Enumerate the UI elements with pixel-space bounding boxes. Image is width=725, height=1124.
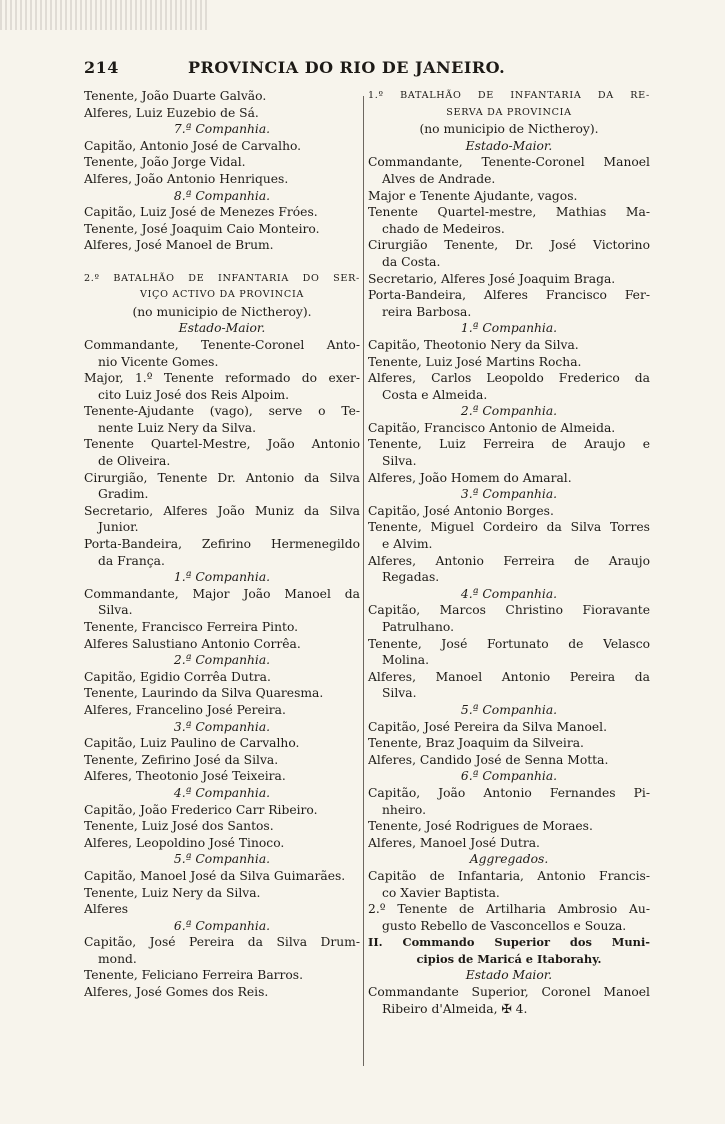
text-line: 1.ª Companhia. xyxy=(460,321,558,336)
text-line: Commandante Superior, Coronel Manoel xyxy=(368,985,650,1000)
text-line: Tenente, Francisco Ferreira Pinto. xyxy=(84,620,299,634)
text-line: Commandante, Tenente-Coronel Anto- xyxy=(84,337,360,352)
text-line: 6.ª Companhia. xyxy=(173,918,271,933)
text-line: cipios de Maricá e Itaborahy. xyxy=(416,951,602,966)
text-line: Capitão, José Pereira da Silva Manoel. xyxy=(368,719,608,734)
text-line: 2.º BATALHÃO DE INFANTARIA DO SER- xyxy=(84,272,360,284)
text-line: Estado-Maior. xyxy=(178,321,266,336)
text-line: 2.ª Companhia. xyxy=(173,653,271,668)
text-line: Tenente, Miguel Cordeiro da Silva Torres xyxy=(368,520,650,535)
text-line: Tenente, João Duarte Galvão. xyxy=(84,89,267,103)
text-line: gusto Rebello de Vasconcellos e Souza. xyxy=(382,918,627,933)
text-line: co Xavier Baptista. xyxy=(382,885,500,900)
text-line: Capitão, João Antonio Fernandes Pi- xyxy=(368,785,650,800)
text-line: Major e Tenente Ajudante, vagos. xyxy=(368,188,578,203)
page-header xyxy=(84,58,649,82)
column-divider xyxy=(363,96,364,1066)
print-bleed-texture xyxy=(0,0,210,30)
text-line: II. Commando Superior dos Muni- xyxy=(368,935,650,950)
text-line: reira Barbosa. xyxy=(382,304,472,319)
text-line: chado de Medeiros. xyxy=(382,221,505,236)
text-line: 5.ª Companhia. xyxy=(460,702,558,717)
text-line: Secretario, Alferes João Muniz da Silva xyxy=(84,503,360,518)
text-line: Alferes, Francelino José Pereira. xyxy=(84,702,286,717)
text-line: Tenente, José Fortunato de Velasco xyxy=(368,636,650,651)
text-line: Tenente, Luiz Ferreira de Araujo e xyxy=(368,437,650,452)
text-line: Alferes, Luiz Euzebio de Sá. xyxy=(84,105,259,120)
text-line: de Oliveira. xyxy=(98,454,171,469)
text-line xyxy=(84,254,360,271)
text-line: Porta-Bandeira, Alferes Francisco Fer- xyxy=(368,288,650,303)
text-line: Tenente, Zefirino José da Silva. xyxy=(84,752,279,767)
text-line: Regadas. xyxy=(382,570,440,585)
text-line: Capitão, João Frederico Carr Ribeiro. xyxy=(84,802,318,817)
text-line: Alferes, José Manoel de Brum. xyxy=(84,238,274,253)
text-line: Tenente, José Rodrigues de Moraes. xyxy=(368,819,593,834)
text-line: Tenente Quartel-mestre, Mathias Ma- xyxy=(368,205,650,220)
text-line: Alferes Salustiano Antonio Corrêa. xyxy=(84,636,301,651)
text-line: Capitão, Theotonio Nery da Silva. xyxy=(368,337,579,352)
text-line: Tenente Quartel-Mestre, João Antonio xyxy=(84,437,360,452)
text-line: Alferes, Candido José de Senna Motta. xyxy=(368,752,609,767)
text-line: Estado-Maior. xyxy=(465,138,553,153)
text-line: Commandante, Major João Manoel da xyxy=(84,586,360,601)
text-line: Costa e Almeida. xyxy=(382,387,488,402)
text-line: cito Luiz José dos Reis Alpoim. xyxy=(98,387,290,402)
text-line: Silva. xyxy=(382,686,417,701)
text-line: Alferes, Manoel José Dutra. xyxy=(368,835,540,850)
text-line: Capitão, Antonio José de Carvalho. xyxy=(84,138,302,153)
text-line: (no municipio de Nictheroy). xyxy=(132,304,312,319)
text-line: 1.º BATALHÃO DE INFANTARIA DA RE- xyxy=(368,90,650,101)
text-line: Alferes, Antonio Ferreira de Araujo xyxy=(368,553,650,568)
text-line: Silva. xyxy=(382,454,417,469)
text-line: Tenente-Ajudante (vago), serve o Te- xyxy=(84,404,360,419)
text-line: Capitão, Luiz José de Menezes Fróes. xyxy=(84,205,318,220)
text-line: 7.ª Companhia. xyxy=(173,122,271,137)
text-line: Tenente, João Jorge Vidal. xyxy=(84,155,246,170)
text-line: Tenente, Luiz José Martins Rocha. xyxy=(368,354,582,369)
text-line: Junior. xyxy=(98,520,139,535)
text-line: Commandante, Tenente-Coronel Manoel xyxy=(368,155,650,170)
text-line: Tenente, José Joaquim Caio Monteiro. xyxy=(84,221,320,236)
text-line: 3.ª Companhia. xyxy=(460,487,558,502)
text-line: Alferes xyxy=(84,902,129,917)
text-line: Tenente, Feliciano Ferreira Barros. xyxy=(84,968,304,983)
text-line: Alferes, Carlos Leopoldo Frederico da xyxy=(368,371,650,386)
text-line: 5.ª Companhia. xyxy=(173,852,271,867)
text-line: Major, 1.º Tenente reformado do exer- xyxy=(84,371,360,386)
text-line: Capitão, Manoel José da Silva Guimarães. xyxy=(84,868,346,883)
text-line: Alferes, Manoel Antonio Pereira da xyxy=(368,669,650,684)
text-line: 4.ª Companhia. xyxy=(173,785,271,800)
text-line: Capitão, José Pereira da Silva Drum- xyxy=(84,935,360,950)
text-line: nente Luiz Nery da Silva. xyxy=(98,420,257,435)
text-line: Capitão, Egidio Corrêa Dutra. xyxy=(84,669,271,684)
text-line: 8.ª Companhia. xyxy=(173,188,271,203)
text-line: Tenente, Luiz Nery da Silva. xyxy=(84,885,261,900)
text-line: Alferes, José Gomes dos Reis. xyxy=(84,985,269,1000)
text-line: Ribeiro d'Almeida, ✠ 4. xyxy=(382,1001,528,1016)
text-line: Cirurgião Tenente, Dr. José Victorino xyxy=(368,238,650,253)
text-line: Tenente, Laurindo da Silva Quaresma. xyxy=(84,686,324,701)
left-column xyxy=(84,88,360,1001)
text-line: Capitão de Infantaria, Antonio Francis- xyxy=(368,868,650,883)
text-line: Cirurgião, Tenente Dr. Antonio da Silva xyxy=(84,470,360,485)
text-line: da Costa. xyxy=(382,254,441,269)
text-line: Capitão, Francisco Antonio de Almeida. xyxy=(368,420,616,435)
text-line: 2.º Tenente de Artilharia Ambrosio Au- xyxy=(368,902,650,917)
text-line: 6.ª Companhia. xyxy=(460,769,558,784)
text-line: nio Vicente Gomes. xyxy=(98,354,219,369)
text-line: Gradim. xyxy=(98,487,149,502)
text-line: Alferes, João Antonio Henriques. xyxy=(84,171,289,186)
text-line: Aggregados. xyxy=(469,852,549,867)
text-line: Alferes, João Homem do Amaral. xyxy=(368,470,572,485)
text-line: Tenente, Luiz José dos Santos. xyxy=(84,819,274,834)
text-line: e Alvim. xyxy=(382,537,433,552)
text-line: mond. xyxy=(98,951,137,966)
text-line: VIÇO ACTIVO DA PROVINCIA xyxy=(139,289,305,301)
text-line: 3.ª Companhia. xyxy=(173,719,271,734)
text-line: nheiro. xyxy=(382,802,427,817)
text-line: Tenente, Braz Joaquim da Silveira. xyxy=(368,736,584,751)
text-line: Capitão, José Antonio Borges. xyxy=(368,503,554,518)
text-line: Molina. xyxy=(382,653,430,668)
page-number: 214 xyxy=(84,58,119,77)
text-line: da França. xyxy=(98,553,165,568)
text-line: Alferes, Theotonio José Teixeira. xyxy=(84,769,286,784)
text-line: (no municipio de Nictheroy). xyxy=(419,122,599,137)
page-title: PROVINCIA DO RIO DE JANEIRO. xyxy=(188,58,506,77)
text-line: Capitão, Luiz Paulino de Carvalho. xyxy=(84,736,300,751)
text-line: Capitão, Marcos Christino Fioravante xyxy=(368,603,650,618)
text-line: SERVA DA PROVINCIA xyxy=(446,106,572,118)
text-line: Porta-Bandeira, Zefirino Hermenegildo xyxy=(84,537,360,552)
right-column xyxy=(368,88,650,1017)
text-line: Estado Maior. xyxy=(465,968,553,983)
text-line: 4.ª Companhia. xyxy=(460,586,558,601)
text-line: 2.ª Companhia. xyxy=(460,404,558,419)
text-line: Secretario, Alferes José Joaquim Braga. xyxy=(368,271,616,286)
text-line: Alves de Andrade. xyxy=(382,171,496,186)
text-line: 1.ª Companhia. xyxy=(173,570,271,585)
text-line: Patrulhano. xyxy=(382,620,454,634)
text-line: Silva. xyxy=(98,603,133,618)
text-line: Alferes, Leopoldino José Tinoco. xyxy=(84,835,285,850)
